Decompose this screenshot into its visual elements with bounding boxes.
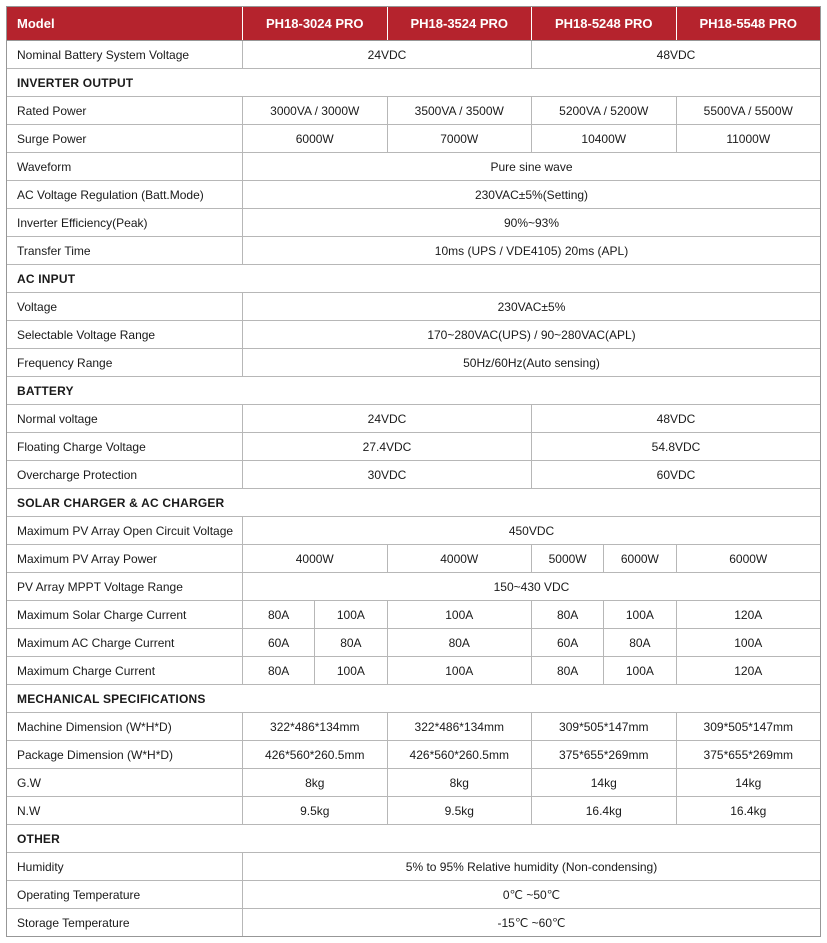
spec-row: [7, 349, 820, 377]
spec-row: [7, 209, 820, 237]
spec-value-cell: 80A: [531, 601, 603, 628]
spec-label: Storage Temperature: [17, 915, 130, 930]
spec-label: Humidity: [17, 859, 64, 874]
spec-row: [7, 657, 820, 685]
spec-label: Inverter Efficiency(Peak): [17, 215, 148, 230]
spec-value-cell: 14kg: [531, 769, 676, 796]
spec-value-cell: 230VAC±5%: [242, 293, 820, 320]
section-title: SOLAR CHARGER & AC CHARGER: [17, 495, 225, 510]
section-header-row: [7, 825, 820, 853]
spec-value-cell: 100A: [314, 657, 386, 684]
spec-row: [7, 97, 820, 125]
spec-value-cell: 60A: [242, 629, 314, 656]
spec-value-cell: 80A: [387, 629, 532, 656]
spec-row: [7, 545, 820, 573]
spec-value-cell: 5500VA / 5500W: [676, 97, 821, 124]
spec-value-cell: 9.5kg: [242, 797, 387, 824]
spec-label: PV Array MPPT Voltage Range: [17, 579, 183, 594]
spec-value-cell: 80A: [242, 657, 314, 684]
spec-value-cell: 3000VA / 3000W: [242, 97, 387, 124]
spec-value-cell: 60VDC: [531, 461, 820, 488]
spec-value-cell: 100A: [314, 601, 386, 628]
spec-value-cell: 4000W: [242, 545, 387, 572]
spec-value-cell: 3500VA / 3500W: [387, 97, 532, 124]
spec-value-cell: 10ms (UPS / VDE4105) 20ms (APL): [242, 237, 820, 264]
spec-row: [7, 153, 820, 181]
spec-row: [7, 517, 820, 545]
spec-value-cell: 5200VA / 5200W: [531, 97, 676, 124]
spec-label: Maximum AC Charge Current: [17, 635, 175, 650]
section-header-row: [7, 377, 820, 405]
spec-label: AC Voltage Regulation (Batt.Mode): [17, 187, 204, 202]
spec-row: [7, 713, 820, 741]
spec-value-cell: 24VDC: [242, 41, 531, 68]
spec-value-cell: -15℃ ~60℃: [242, 909, 820, 936]
spec-label: N.W: [17, 803, 41, 818]
spec-value-cell: 450VDC: [242, 517, 820, 544]
spec-value-cell: 9.5kg: [387, 797, 532, 824]
spec-value-cell: 100A: [387, 601, 532, 628]
spec-value-cell: 60A: [531, 629, 603, 656]
spec-row: [7, 573, 820, 601]
spec-value-cell: 80A: [603, 629, 675, 656]
spec-value-cell: 322*486*134mm: [387, 713, 532, 740]
spec-row: [7, 853, 820, 881]
spec-value-cell: 10400W: [531, 125, 676, 152]
spec-row: [7, 909, 820, 936]
spec-value-cell: 375*655*269mm: [531, 741, 676, 768]
spec-value-cell: 309*505*147mm: [531, 713, 676, 740]
spec-value-cell: 11000W: [676, 125, 821, 152]
model-header-row: [7, 7, 820, 41]
spec-value-cell: 4000W: [387, 545, 532, 572]
spec-value-cell: 426*560*260.5mm: [387, 741, 532, 768]
spec-row: [7, 601, 820, 629]
spec-label: Selectable Voltage Range: [17, 327, 156, 342]
spec-value-cell: 230VAC±5%(Setting): [242, 181, 820, 208]
spec-label: Maximum Charge Current: [17, 663, 156, 678]
spec-value-cell: 8kg: [242, 769, 387, 796]
spec-row: [7, 125, 820, 153]
spec-value-cell: 5000W: [531, 545, 603, 572]
spec-value-cell: 54.8VDC: [531, 433, 820, 460]
spec-label: Rated Power: [17, 103, 87, 118]
spec-value-cell: 120A: [676, 657, 821, 684]
spec-label: Maximum PV Array Power: [17, 551, 158, 566]
spec-value-cell: 30VDC: [242, 461, 531, 488]
model-name-cell: PH18-3524 PRO: [387, 7, 532, 40]
spec-row: [7, 741, 820, 769]
spec-label: Floating Charge Voltage: [17, 439, 146, 454]
spec-value-cell: 120A: [676, 601, 821, 628]
spec-value-cell: 80A: [242, 601, 314, 628]
spec-value-cell: 27.4VDC: [242, 433, 531, 460]
spec-value-cell: 6000W: [242, 125, 387, 152]
spec-value-cell: 6000W: [676, 545, 821, 572]
spec-row: [7, 629, 820, 657]
spec-label: G.W: [17, 775, 41, 790]
spec-value-cell: 7000W: [387, 125, 532, 152]
spec-value-cell: 170~280VAC(UPS) / 90~280VAC(APL): [242, 321, 820, 348]
spec-label: Machine Dimension (W*H*D): [17, 719, 172, 734]
spec-value-cell: 90%~93%: [242, 209, 820, 236]
spec-row: [7, 405, 820, 433]
spec-row: [7, 181, 820, 209]
spec-value-cell: 100A: [387, 657, 532, 684]
spec-row: [7, 769, 820, 797]
spec-row: [7, 293, 820, 321]
spec-label: Maximum PV Array Open Circuit Voltage: [17, 523, 234, 538]
spec-label: Transfer Time: [17, 243, 91, 258]
section-header-row: [7, 489, 820, 517]
spec-label: Operating Temperature: [17, 887, 141, 902]
spec-value-cell: 322*486*134mm: [242, 713, 387, 740]
section-header-row: [7, 685, 820, 713]
spec-label: Nominal Battery System Voltage: [17, 47, 190, 62]
spec-value-cell: 8kg: [387, 769, 532, 796]
section-title: INVERTER OUTPUT: [17, 75, 134, 90]
spec-value-cell: 100A: [603, 601, 675, 628]
spec-label: Waveform: [17, 159, 72, 174]
section-title: AC INPUT: [17, 271, 76, 286]
spec-value-cell: 375*655*269mm: [676, 741, 821, 768]
spec-label: Overcharge Protection: [17, 467, 138, 482]
spec-label: Normal voltage: [17, 411, 98, 426]
model-name-cell: PH18-3024 PRO: [242, 7, 387, 40]
spec-value-cell: 150~430 VDC: [242, 573, 820, 600]
spec-value-cell: 6000W: [603, 545, 675, 572]
spec-label: Voltage: [17, 299, 58, 314]
spec-value-cell: 426*560*260.5mm: [242, 741, 387, 768]
model-header-label: Model: [17, 16, 55, 31]
spec-row: [7, 433, 820, 461]
model-name-cell: PH18-5248 PRO: [531, 7, 676, 40]
spec-label: Surge Power: [17, 131, 87, 146]
spec-label: Package Dimension (W*H*D): [17, 747, 174, 762]
spec-row: [7, 461, 820, 489]
spec-value-cell: 80A: [314, 629, 386, 656]
spec-row: [7, 41, 820, 69]
section-title: MECHANICAL SPECIFICATIONS: [17, 691, 206, 706]
spec-value-cell: 5% to 95% Relative humidity (Non-condensing): [242, 853, 820, 880]
spec-value-cell: 50Hz/60Hz(Auto sensing): [242, 349, 820, 376]
spec-value-cell: 48VDC: [531, 41, 820, 68]
spec-row: [7, 237, 820, 265]
spec-value-cell: Pure sine wave: [242, 153, 820, 180]
spec-value-cell: 309*505*147mm: [676, 713, 821, 740]
section-header-row: [7, 265, 820, 293]
spec-value-cell: 14kg: [676, 769, 821, 796]
spec-label: Maximum Solar Charge Current: [17, 607, 187, 622]
spec-value-cell: 100A: [676, 629, 821, 656]
spec-table: [6, 6, 821, 937]
spec-row: [7, 797, 820, 825]
model-name-cell: PH18-5548 PRO: [676, 7, 821, 40]
spec-label: Frequency Range: [17, 355, 113, 370]
spec-value-cell: 80A: [531, 657, 603, 684]
section-header-row: [7, 69, 820, 97]
spec-value-cell: 16.4kg: [531, 797, 676, 824]
section-title: BATTERY: [17, 383, 74, 398]
section-title: OTHER: [17, 831, 60, 846]
spec-value-cell: 100A: [603, 657, 675, 684]
spec-value-cell: 48VDC: [531, 405, 820, 432]
spec-value-cell: 16.4kg: [676, 797, 821, 824]
spec-value-cell: 24VDC: [242, 405, 531, 432]
spec-row: [7, 881, 820, 909]
spec-value-cell: 0℃ ~50℃: [242, 881, 820, 908]
spec-row: [7, 321, 820, 349]
